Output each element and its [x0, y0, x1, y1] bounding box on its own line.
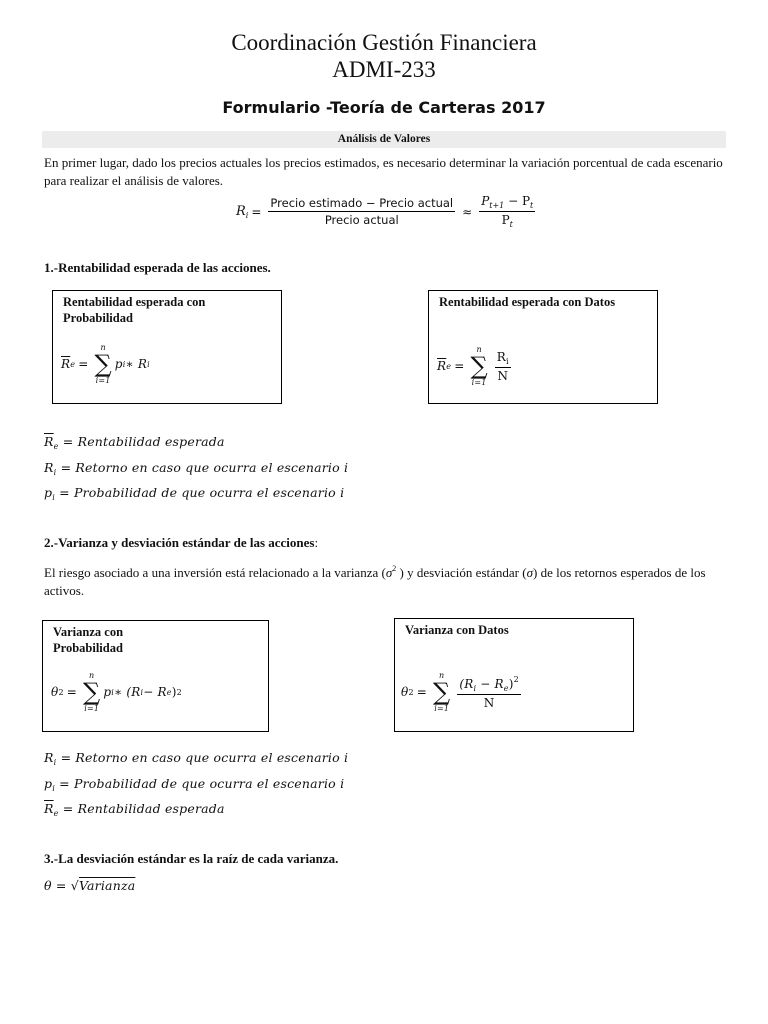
formula-equals: = [251, 204, 262, 219]
heading-variance: 2.-Varianza y desviación estándar de las acciones: [44, 535, 319, 550]
definition-expected-return-2: $\overline{R}_e$ = Rentabilidad esperada [44, 801, 225, 818]
variance-fraction: $\frac{(R_i - R_e)^2}{N}$ [459, 674, 519, 710]
box-variance-data [394, 618, 634, 732]
heading-expected-return: 1.-Rentabilidad esperada de las acciones. [44, 260, 271, 275]
approx-sign: ≈ [462, 204, 473, 219]
document-subtitle: Formulario -Teoría de Carteras 2017 [222, 98, 546, 117]
summation: n ∑ i=1 [433, 671, 451, 713]
std-deviation-formula: θ = √Varianza [44, 878, 136, 893]
expected-return-data-formula: $\overline{R}$ e = n ∑ i=1 $\frac{R_i}{N}$ [437, 345, 509, 387]
definition-expected-return: $\overline{R}_e$ = Rentabilidad esperada [44, 434, 225, 451]
variance-probability-formula: θ 2 = n ∑ i=1 p i ∗ (R i − R e ) 2 [51, 671, 182, 713]
definition-return-scenario-2: $R_i$ = Retorno en caso que ocurra el escenario i [44, 750, 349, 767]
box-expected-return-probability [52, 290, 282, 404]
price-numerator: Precio estimado − Precio actual [270, 196, 454, 210]
price-ratio-fraction [479, 194, 535, 229]
box-title: Varianza con Probabilidad [53, 625, 124, 655]
box-title: Rentabilidad esperada con Datos [439, 295, 616, 309]
expected-return-probability-formula: $\overline{R}$ e = n ∑ i=1 p i ∗ R i [61, 343, 150, 385]
box-title: Rentabilidad esperada con Probabilidad [63, 295, 206, 325]
summation: n ∑ i=1 [83, 671, 101, 713]
ratio-numerator: $P_{t+1} - P_t$ [481, 194, 534, 210]
variance-paragraph: El riesgo asociado a una inversión está relacionado a la varianza ($\sigma^2$ ) y desviación estándar (σ) de los retornos esperados de los activos. [44, 564, 706, 598]
course-code: ADMI-233 [332, 57, 436, 82]
summation: n ∑ i=1 [470, 345, 488, 387]
price-denominator: Precio actual [324, 213, 399, 227]
box-expected-return-data [428, 290, 658, 404]
box-title: Varianza con Datos [405, 623, 509, 637]
definition-probability-scenario-2: $p_i$ = Probabilidad de que ocurra el escenario i [44, 776, 345, 793]
summation: n ∑ i=1 [94, 343, 112, 385]
ratio-denominator: $P_t$ [501, 213, 513, 229]
data-fraction: $\frac{R_i}{N}$ [496, 349, 509, 383]
document-title: Coordinación Gestión Financiera [231, 30, 537, 55]
price-fraction [268, 196, 455, 227]
definition-probability-scenario: $p_i$ = Probabilidad de que ocurra el escenario i [44, 485, 345, 502]
intro-paragraph: En primer lugar, dado los precios actuales los precios estimados, es necesario determinar la variación porcentual de cada escenario para realizar el análisis de valores. [44, 155, 723, 188]
definition-return-scenario: $R_i$ = Retorno en caso que ocurra el escenario i [44, 460, 349, 477]
section-title: Análisis de Valores [42, 131, 726, 148]
formula-lhs: $R_i$ [236, 203, 249, 220]
return-formula [236, 194, 539, 229]
box-variance-probability [42, 620, 269, 732]
variance-data-formula: θ 2 = n ∑ i=1 $\frac{(R_i - R_e)^2}{N}$ [401, 671, 519, 713]
heading-std-deviation: 3.-La desviación estándar es la raíz de cada varianza. [44, 851, 339, 866]
